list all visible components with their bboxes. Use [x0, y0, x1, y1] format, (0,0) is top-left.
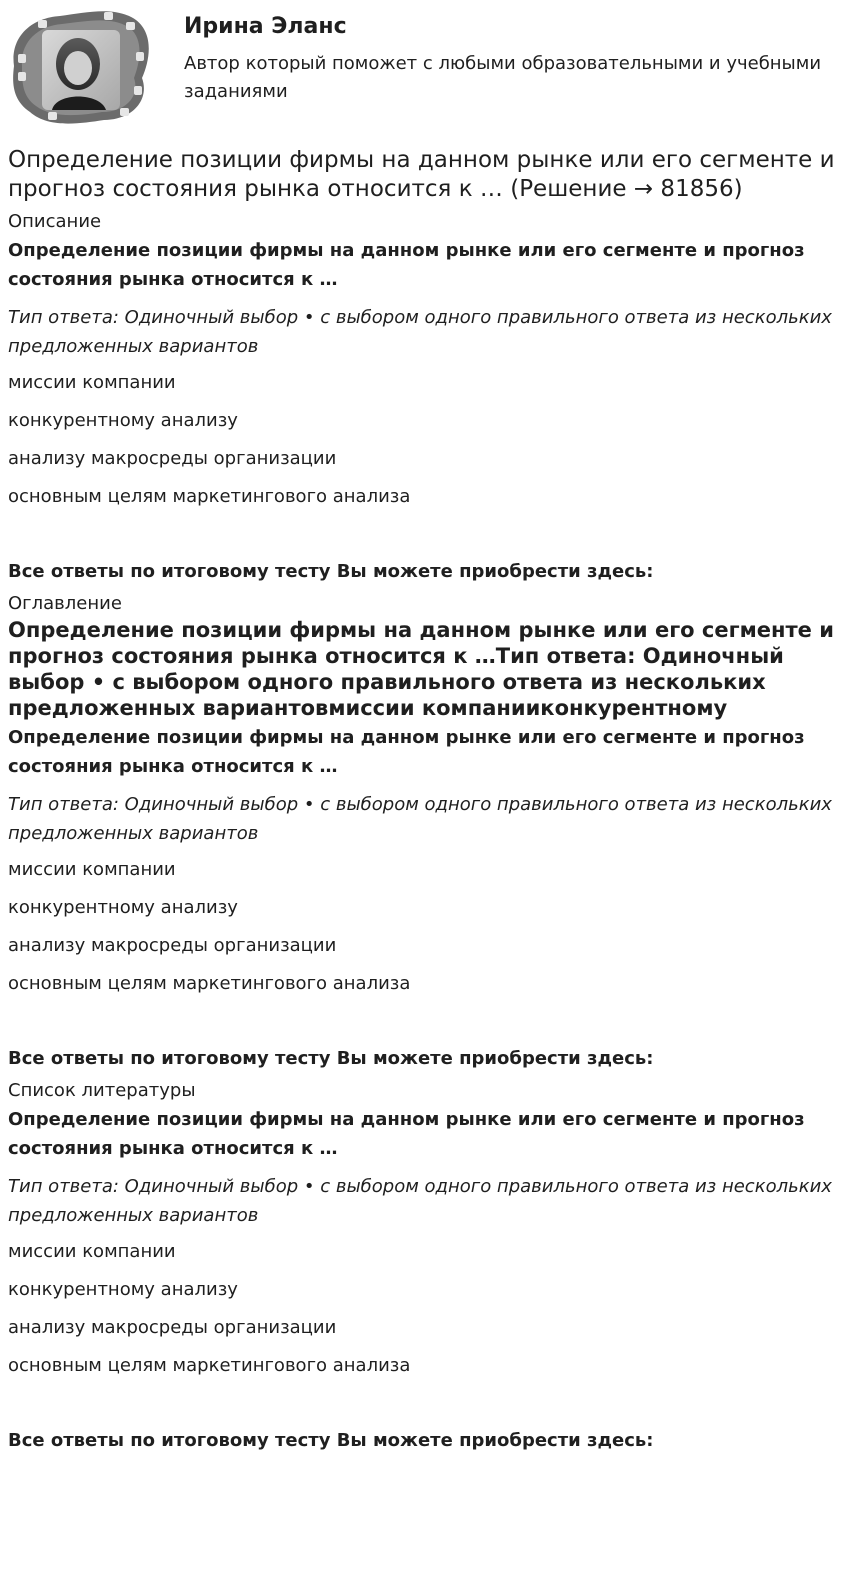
- answer-type: Тип ответа: Одиночный выбор • с выбором одного правильного ответа из нескольких предложенных вариантов: [8, 794, 832, 844]
- question-text: Определение позиции фирмы на данном рынке или его сегменте и прогноз состояния рынка относится к …: [8, 727, 805, 777]
- author-header: [8, 8, 839, 128]
- author-name[interactable]: Ирина Эланс: [184, 14, 347, 39]
- option-item: конкурентному анализу: [8, 1279, 238, 1300]
- author-avatar[interactable]: [8, 8, 150, 126]
- main-content: [8, 146, 839, 1453]
- option-item: основным целям маркетингового анализа: [8, 486, 411, 507]
- description-label: Описание: [8, 211, 102, 232]
- buy-answers-text: Все ответы по итоговому тесту Вы можете приобрести здесь:: [8, 561, 654, 582]
- question-text: Определение позиции фирмы на данном рынке или его сегменте и прогноз состояния рынка относится к …: [8, 240, 805, 290]
- author-description: Автор который поможет с любыми образовательными и учебными заданиями: [184, 53, 822, 102]
- option-item: миссии компании: [8, 859, 176, 880]
- option-item: основным целям маркетингового анализа: [8, 1355, 411, 1376]
- answer-type: Тип ответа: Одиночный выбор • с выбором одного правильного ответа из нескольких предложенных вариантов: [8, 1176, 832, 1226]
- question-text: Определение позиции фирмы на данном рынке или его сегменте и прогноз состояния рынка относится к …: [8, 1109, 805, 1159]
- page-title: Определение позиции фирмы на данном рынке или его сегменте и прогноз состояния рынка относится к … (Решение → 81856): [8, 147, 835, 202]
- buy-answers-text: Все ответы по итоговому тесту Вы можете приобрести здесь:: [8, 1048, 654, 1069]
- option-item: конкурентному анализу: [8, 897, 238, 918]
- option-item: конкурентному анализу: [8, 410, 238, 431]
- option-item: основным целям маркетингового анализа: [8, 973, 411, 994]
- literature-label: Список литературы: [8, 1080, 196, 1101]
- toc-heading: Определение позиции фирмы на данном рынке или его сегменте и прогноз состояния рынка относится к …Тип ответа: Одиночный выбор • с выбором одного правильного ответа из нескольких предложенных вариантовмиссии компанииконкурентному: [8, 618, 834, 720]
- avatar-image: [8, 8, 150, 126]
- option-item: анализу макросреды организации: [8, 1317, 337, 1338]
- buy-answers-text: Все ответы по итоговому тесту Вы можете приобрести здесь:: [8, 1430, 654, 1451]
- option-item: миссии компании: [8, 1241, 176, 1262]
- option-item: миссии компании: [8, 372, 176, 393]
- option-item: анализу макросреды организации: [8, 448, 337, 469]
- answer-type: Тип ответа: Одиночный выбор • с выбором одного правильного ответа из нескольких предложенных вариантов: [8, 307, 832, 357]
- toc-label: Оглавление: [8, 593, 122, 614]
- option-item: анализу макросреды организации: [8, 935, 337, 956]
